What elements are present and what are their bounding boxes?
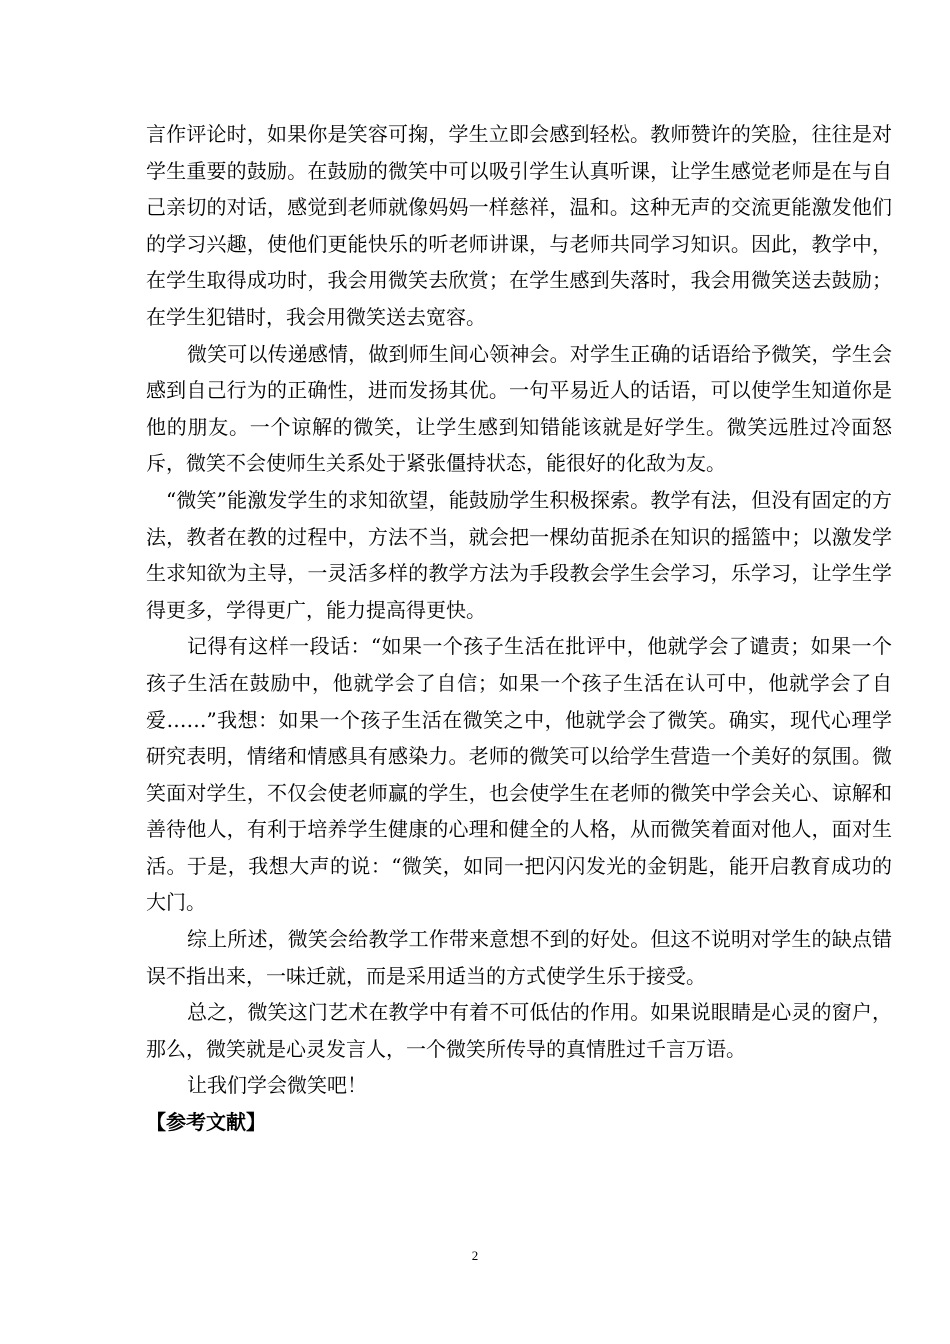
paragraph-quote: 记得有这样一段话：“如果一个孩子生活在批评中，他就学会了谴责；如果一个孩子生活在鼓励中，他就学会了自信；如果一个孩子生活在认可中，他就学会了自爱……”我想：如果一个孩子生活在微笑之中，他就学会了微笑。确实，现代心理学研究表明，情绪和情感具有感染力。老师的微笑可以给学生营造一个美好的氛围。微笑面对学生，不仅会使老师赢的学生，也会使学生在老师的微笑中学会关心、谅解和善待他人，有利于培养学生健康的心理和健全的人格，从而微笑着面对他人，面对生活。于是，我想大声的说：“微笑，如同一把闪闪发光的金钥匙，能开启教育成功的大门。 — [146, 634, 892, 915]
body-text — [146, 116, 892, 1141]
paragraph-conclusion: 总之，微笑这门艺术在教学中有着不可低估的作用。如果说眼睛是心灵的窗户，那么，微笑就是心灵发言人，一个微笑所传导的真情胜过千言万语。 — [146, 1000, 892, 1061]
paragraph-closing: 让我们学会微笑吧！ — [187, 1073, 367, 1098]
paragraph-smile-emotion: 微笑可以传递感情，做到师生间心领神会。对学生正确的话语给予微笑，学生会感到自己行为的正确性，进而发扬其优。一句平易近人的话语，可以使学生知道你是他的朋友。一个谅解的微笑，让学生感到知错能该就是好学生。微笑远胜过冷面怒斥，微笑不会使师生关系处于紧张僵持状态，能很好的化敌为友。 — [146, 341, 892, 476]
paragraph-summary: 综上所述，微笑会给教学工作带来意想不到的好处。但这不说明对学生的缺点错误不指出来，一味迁就，而是采用适当的方式使学生乐于接受。 — [146, 927, 892, 988]
page-number: 2 — [471, 1248, 479, 1263]
paragraph-continuation: 言作评论时，如果你是笑容可掬，学生立即会感到轻松。教师赞许的笑脸，往往是对学生重要的鼓励。在鼓励的微笑中可以吸引学生认真听课，让学生感觉老师是在与自己亲切的对话，感觉到老师就像妈妈一样慈祥，温和。这种无声的交流更能激发他们的学习兴趣，使他们更能快乐的听老师讲课，与老师共同学习知识。因此，教学中，在学生取得成功时，我会用微笑去欣赏；在学生感到失落时，我会用微笑送去鼓励；在学生犯错时，我会用微笑送去宽容。 — [146, 122, 892, 329]
paragraph-smile-motivation: “微笑”能激发学生的求知欲望，能鼓励学生积极探索。教学有法，但没有固定的方法，教者在教的过程中，方法不当，就会把一棵幼苗扼杀在知识的摇篮中；以激发学生求知欲为主导，一灵活多样的教学方法为手段教会学生会学习，乐学习，让学生学得更多，学得更广，能力提高得更快。 — [146, 487, 892, 622]
references-heading: 【参考文献】 — [146, 1110, 266, 1135]
